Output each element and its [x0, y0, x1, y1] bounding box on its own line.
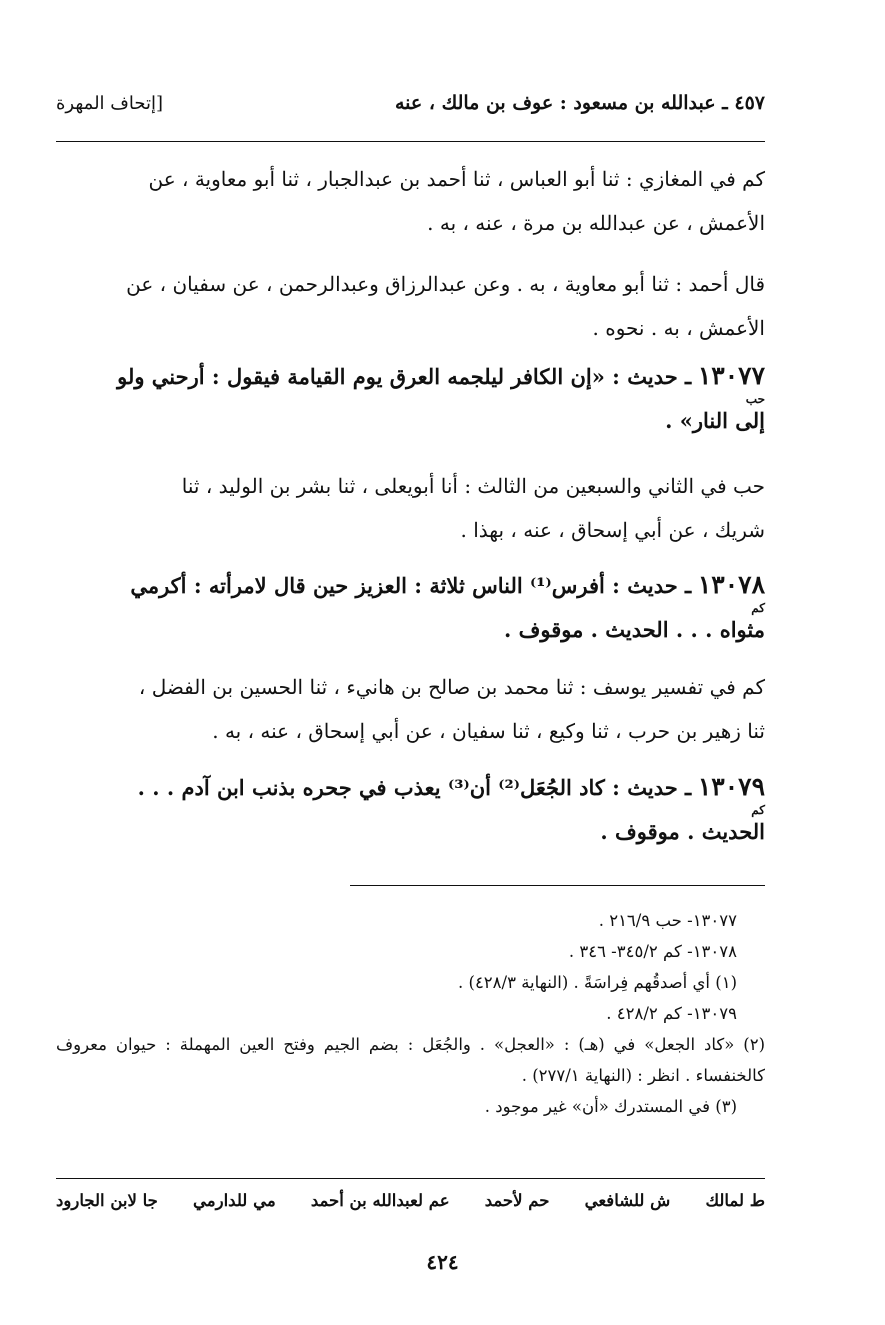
- hadith-text: الحديث . موقوف .: [600, 819, 765, 844]
- hadith-text: مثواه . . . الحديث . موقوف .: [503, 617, 765, 642]
- legend-item: جا لابن الجارود: [56, 1191, 158, 1210]
- text-line: ثنا زهير بن حرب ، ثنا وكيع ، ثنا سفيان ، عن أبي إسحاق ، عنه ، به .: [212, 719, 765, 743]
- text-line: كم في تفسير يوسف : ثنا محمد بن صالح بن هانيء ، ثنا الحسين بن الفضل ،: [138, 675, 765, 699]
- text-line: شريك ، عن أبي إسحاق ، عنه ، بهذا .: [460, 518, 765, 542]
- legend-item: ط لمالك: [705, 1191, 765, 1210]
- footnote-rule: [350, 885, 765, 886]
- legend-item: ش للشافعي: [584, 1191, 671, 1210]
- footnote: ١٣٠٧٨- كم ٣٤٥/٢- ٣٤٦ .: [568, 942, 737, 961]
- book-title: [إتحاف المهرة: [56, 93, 164, 114]
- legend-rule: [56, 1178, 765, 1179]
- text-line: حب في الثاني والسبعين من الثالث : أنا أبويعلى ، ثنا بشر بن الوليد ، ثنا: [181, 474, 765, 498]
- footnote: ١٣٠٧٩- كم ٤٢٨/٢ .: [606, 1004, 737, 1023]
- text-line: الأعمش ، به . نحوه .: [592, 316, 765, 340]
- abbreviation-legend: [56, 1191, 765, 1210]
- hadith-13078: [56, 563, 765, 652]
- paragraph-km-maghazi: [56, 157, 765, 245]
- footnote: (٣) في المستدرك «أن» غير موجود .: [484, 1097, 737, 1116]
- sigla-hb: حب: [745, 392, 765, 406]
- footnote: (٢) «كاد الجعل» في (هـ) : «العجل» . والجُعَل : بضم الجيم وفتح العين المهملة : حيوان معروف كالخنفساء . انظر : (النهاية ٢٧٧/١) .: [56, 1035, 765, 1085]
- legend-item: عم لعبدالله بن أحمد: [310, 1191, 450, 1210]
- hadith-text: ـ حديث : أفرس⁽¹⁾ الناس ثلاثة : العزيز حين قال لامرأته : أكرمي: [130, 573, 692, 598]
- hadith-text: ـ حديث : كاد الجُعَل⁽²⁾ أن⁽³⁾ يعذب في جحره بذنب ابن آدم . . .: [137, 775, 692, 800]
- text-line: كم في المغازي : ثنا أبو العباس ، ثنا أحمد بن عبدالجبار ، ثنا أبو معاوية ، عن: [148, 167, 765, 191]
- chapter-title: ٤٥٧ ـ عبدالله بن مسعود : عوف بن مالك ، عنه: [394, 92, 765, 114]
- header-rule: [56, 141, 765, 142]
- hadith-13079: [56, 765, 765, 854]
- running-head: [56, 92, 765, 114]
- text-line: الأعمش ، عن عبدالله بن مرة ، عنه ، به .: [427, 211, 765, 235]
- legend-item: مي للدارمي: [193, 1191, 276, 1210]
- paragraph-ahmad: [56, 262, 765, 350]
- hadith-13077: [56, 354, 765, 443]
- hadith-number: ١٣٠٧٧: [697, 361, 765, 390]
- hadith-text: ـ حديث : «إن الكافر ليلجمه العرق يوم القيامة فيقول : أرحني ولو: [117, 364, 692, 389]
- hadith-number: ١٣٠٧٨: [697, 570, 765, 599]
- footnote: ١٣٠٧٧- حب ٢١٦/٩ .: [598, 911, 737, 930]
- paragraph-hb: [56, 464, 765, 552]
- legend-item: حم لأحمد: [484, 1191, 550, 1210]
- sigla-km: كم: [751, 601, 765, 615]
- hadith-number: ١٣٠٧٩: [697, 772, 765, 801]
- hadith-text: إلى النار» .: [665, 408, 765, 433]
- sigla-km: كم: [751, 803, 765, 817]
- footnotes: [56, 905, 765, 1122]
- paragraph-km-tafsir: [56, 665, 765, 753]
- page-number: ٤٢٤: [426, 1250, 459, 1274]
- text-line: قال أحمد : ثنا أبو معاوية ، به . وعن عبدالرزاق وعبدالرحمن ، عن سفيان ، عن: [126, 272, 765, 296]
- footnote: (١) أي أصدقُهم فِراسَةً . (النهاية ٤٢٨/٣) .: [458, 973, 737, 992]
